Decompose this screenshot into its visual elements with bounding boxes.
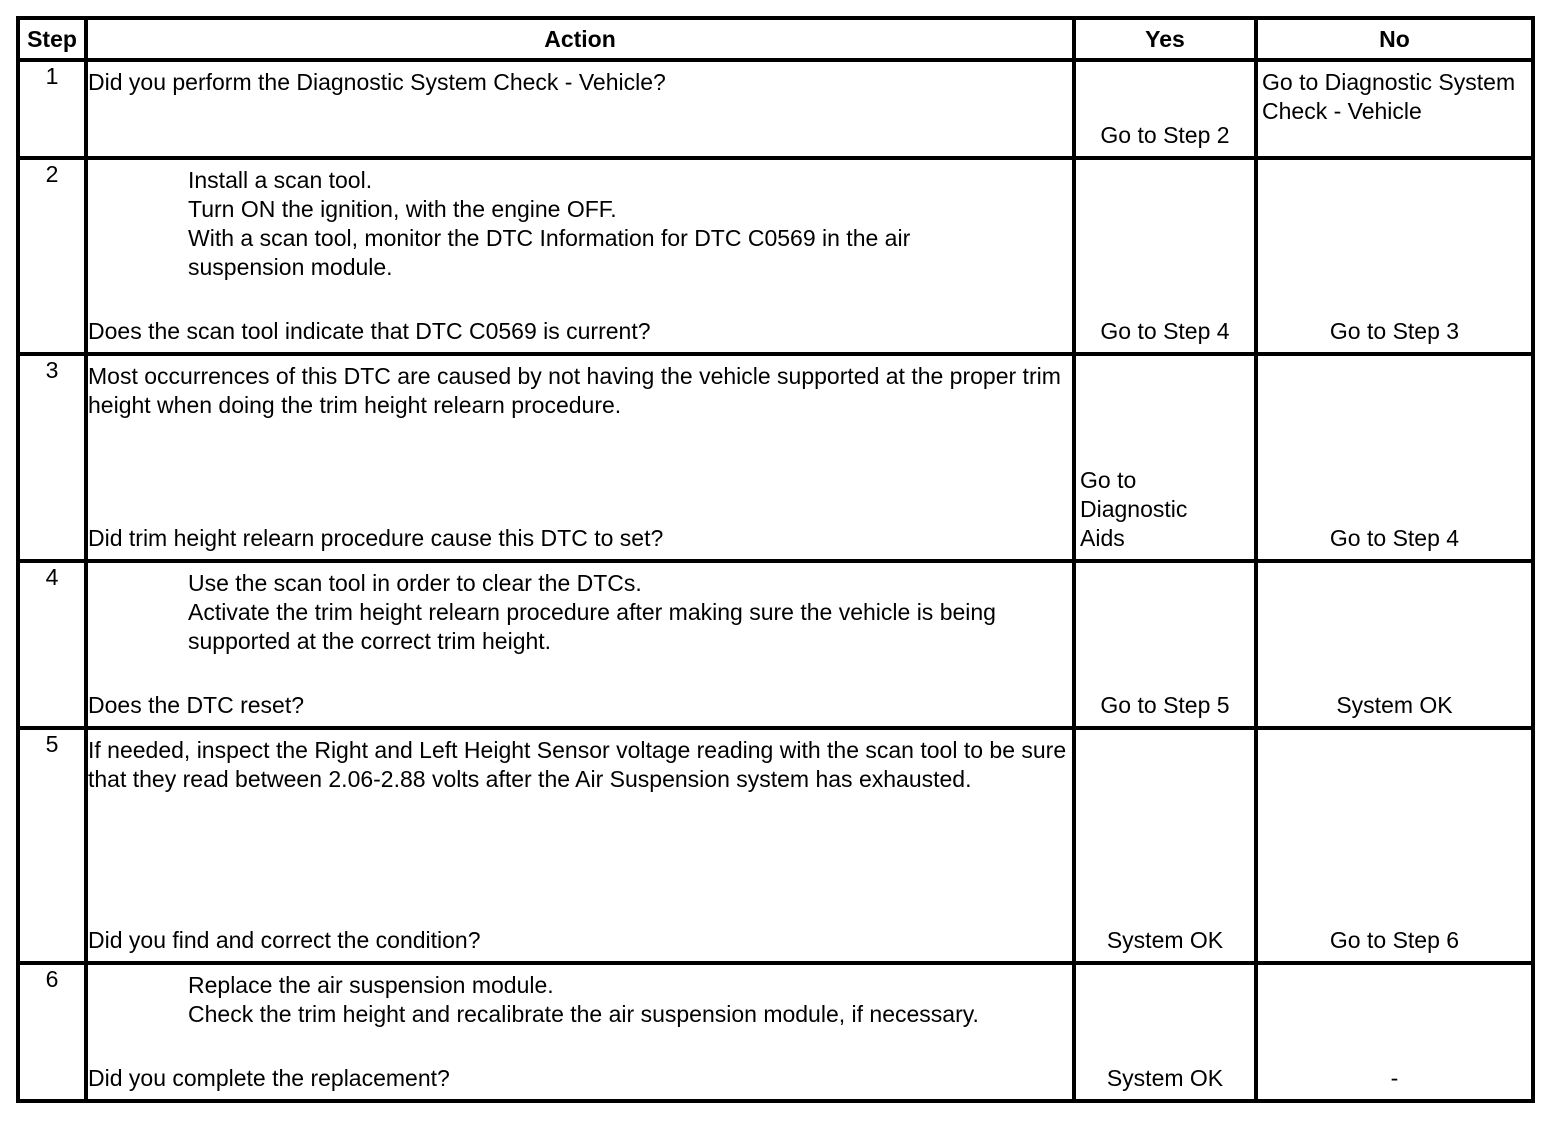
yes-answer: Go to Step 5: [1100, 692, 1230, 718]
no-cell: [1256, 354, 1533, 561]
action-intro: If needed, inspect the Right and Left Height Sensor voltage reading with the scan tool to be sure that they read between 2.06-2.88 volts after the Air Suspension system has exhausted.: [88, 737, 1067, 792]
instruction-item: Turn ON the ignition, with the engine OFF.: [188, 196, 617, 222]
action-question: Does the scan tool indicate that DTC C0569 is current?: [88, 318, 651, 344]
instruction-item: Activate the trim height relearn procedure after making sure the vehicle is being supported at the correct trim height.: [188, 599, 996, 654]
table-row: [18, 354, 1533, 561]
yes-cell: [1074, 561, 1256, 728]
action-intro: Most occurrences of this DTC are caused by not having the vehicle supported at the proper trim height when doing the trim height relearn procedure.: [88, 363, 1061, 418]
header-no: No: [1256, 18, 1533, 60]
action-cell: [86, 561, 1074, 728]
no-answer: System OK: [1336, 692, 1453, 718]
yes-answer: System OK: [1106, 927, 1224, 953]
yes-cell: [1074, 158, 1256, 354]
instruction-item: With a scan tool, monitor the DTC Information for DTC C0569 in the air suspension module.: [188, 225, 911, 280]
no-cell: [1256, 963, 1533, 1101]
no-cell: [1256, 60, 1533, 158]
no-cell: [1256, 728, 1533, 963]
no-answer: Go to Diagnostic System Check - Vehicle: [1262, 69, 1516, 124]
table-row: [18, 60, 1533, 158]
step-number: 6: [18, 963, 86, 1101]
step-number: 5: [18, 728, 86, 963]
action-intro: Did you perform the Diagnostic System Check - Vehicle?: [88, 69, 666, 95]
no-answer: Go to Step 4: [1329, 525, 1460, 551]
no-cell: [1256, 561, 1533, 728]
table-row: [18, 728, 1533, 963]
instruction-item: Check the trim height and recalibrate the air suspension module, if necessary.: [188, 1001, 979, 1027]
table-row: [18, 963, 1533, 1101]
action-cell: [86, 728, 1074, 963]
yes-answer: Go to Diagnostic Aids: [1080, 467, 1188, 551]
action-question: Did you find and correct the condition?: [88, 927, 481, 953]
action-question: Does the DTC reset?: [88, 692, 305, 718]
yes-answer: System OK: [1106, 1065, 1224, 1091]
no-answer: Go to Step 6: [1329, 927, 1460, 953]
table-row: [18, 561, 1533, 728]
yes-answer: Go to Step 4: [1100, 318, 1230, 344]
yes-answer: Go to Step 2: [1100, 122, 1230, 148]
instruction-item: Use the scan tool in order to clear the DTCs.: [188, 570, 642, 596]
yes-cell: [1074, 728, 1256, 963]
step-number: 4: [18, 561, 86, 728]
yes-cell: [1074, 60, 1256, 158]
no-answer: Go to Step 3: [1329, 318, 1460, 344]
instruction-item: Install a scan tool.: [188, 167, 373, 193]
header-action: Action: [86, 18, 1074, 60]
action-cell: [86, 354, 1074, 561]
yes-cell: [1074, 963, 1256, 1101]
step-number: 2: [18, 158, 86, 354]
action-cell: [86, 963, 1074, 1101]
action-question: Did you complete the replacement?: [88, 1065, 450, 1091]
no-cell: [1256, 158, 1533, 354]
header-row: [18, 18, 1533, 60]
action-cell: [86, 60, 1074, 158]
header-yes: Yes: [1074, 18, 1256, 60]
yes-cell: [1074, 354, 1256, 561]
instruction-item: Replace the air suspension module.: [188, 972, 554, 998]
table-row: [18, 158, 1533, 354]
no-answer: -: [1390, 1065, 1399, 1091]
step-number: 3: [18, 354, 86, 561]
action-question: Did trim height relearn procedure cause this DTC to set?: [88, 525, 664, 551]
diagnostic-table: [16, 16, 1535, 1103]
header-step: Step: [18, 18, 86, 60]
action-cell: [86, 158, 1074, 354]
step-number: 1: [18, 60, 86, 158]
